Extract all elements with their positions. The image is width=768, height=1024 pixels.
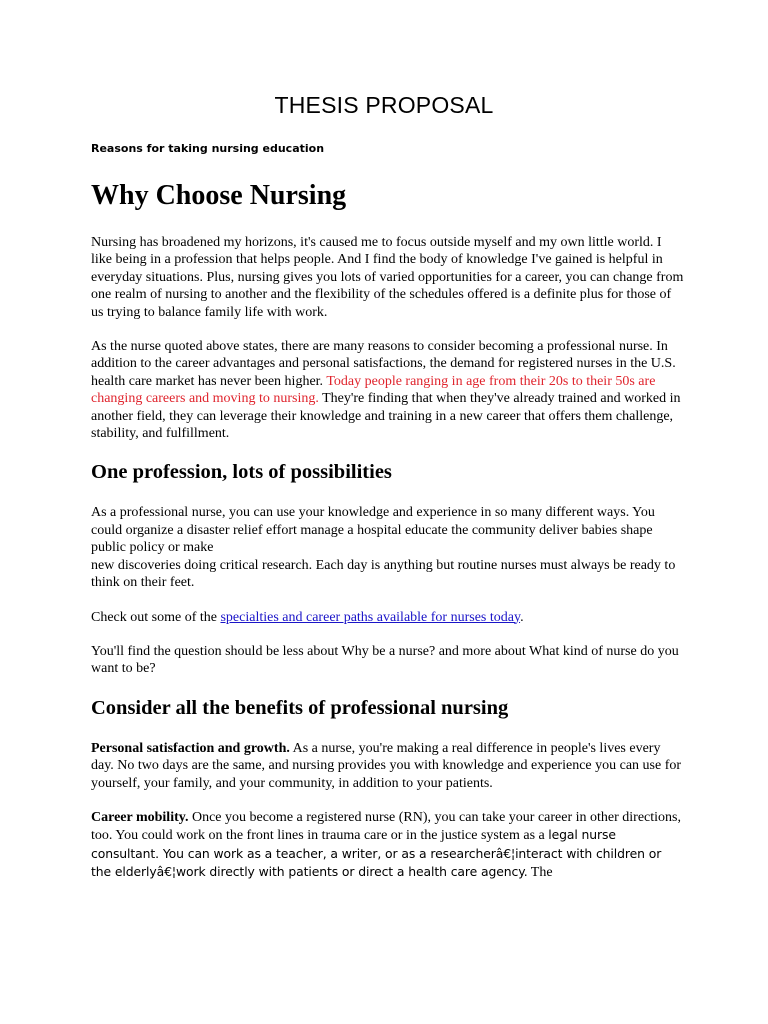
paragraph-possibilities-line2: new discoveries doing critical research. Each day is anything but routine nurses must always be ready to think on their feet. (91, 557, 676, 591)
paragraph-demand-text-start: As the nurse quoted above states, there are many reasons to consider becoming a professional nurse. In addition to the career advantages and personal satisfactions, the demand for registered nurses in the U.S. health care market has never been higher. (91, 339, 676, 389)
personal-satisfaction-text: As a nurse, you're making a real difference in people's lives every day. No two days are the same, and nursing provides you with knowledge and experience you can use for yourself, your family, and your community, in addition to your patients. (91, 740, 682, 791)
check-out-text: Check out some of the (91, 609, 221, 625)
paragraph-personal-satisfaction (91, 740, 685, 792)
paragraph-possibilities-line1: As a professional nurse, you can use your knowledge and experience in so many different ways. You could organize a disaster relief effort manage a hospital educate the community deliver babies shape public policy or make (91, 505, 655, 556)
main-heading: Why Choose Nursing (91, 180, 347, 211)
highlighted-red-text: Today people ranging in age from their 20s to their 50s are changing careers and moving to nursing. (91, 373, 656, 407)
personal-satisfaction-label: Personal satisfaction and growth. (91, 740, 290, 756)
paragraph-intro-quote: Nursing has broadened my horizons, it's caused me to focus outside myself and my own little world. I like being in a profession that helps people. And I find the body of knowledge I've gained is helpful in everyday situations. Plus, nursing gives you lots of varied opportunities for a career, you can change from one realm of nursing to another and the flexibility of the schedules offered is a definite plus for those of us trying to balance family life with work. (91, 235, 684, 320)
career-mobility-tail: The (527, 865, 553, 881)
paragraph-demand-text-end: They're finding that when they've already trained and worked in another field, they can leverage their knowledge and training in a new career that offers them challenge, stability, and fulfillment. (91, 391, 681, 442)
paragraph-demand (91, 338, 685, 442)
career-mobility-text: Once you become a registered nurse (RN), you can take your career in other directions, too. You could work on the front lines in trauma care or in the justice system as a (91, 809, 681, 844)
specialties-link[interactable]: specialties and career paths available for nurses today (220, 609, 521, 625)
document-body (91, 178, 685, 899)
paragraph-check-out (91, 609, 685, 626)
document-title: THESIS PROPOSAL (274, 92, 494, 118)
section-heading-possibilities: One profession, lots of possibilities (91, 461, 392, 484)
document-subtitle: Reasons for taking nursing education (91, 142, 325, 155)
check-out-period: . (520, 609, 524, 625)
career-mobility-sans-text: legal nurse consultant. You can work as a teacher, a writer, or as a researcherâ€¦interact with children or the elderlyâ€¦work directly with patients or direct a health care agency. (91, 827, 662, 880)
career-mobility-label: Career mobility. (91, 809, 189, 825)
paragraph-possibilities (91, 504, 685, 591)
section-heading-benefits: Consider all the benefits of professional nursing (91, 696, 509, 719)
paragraph-career-mobility (91, 809, 685, 882)
paragraph-question: You'll find the question should be less about Why be a nurse? and more about What kind of nurse do you want to be? (91, 643, 679, 677)
